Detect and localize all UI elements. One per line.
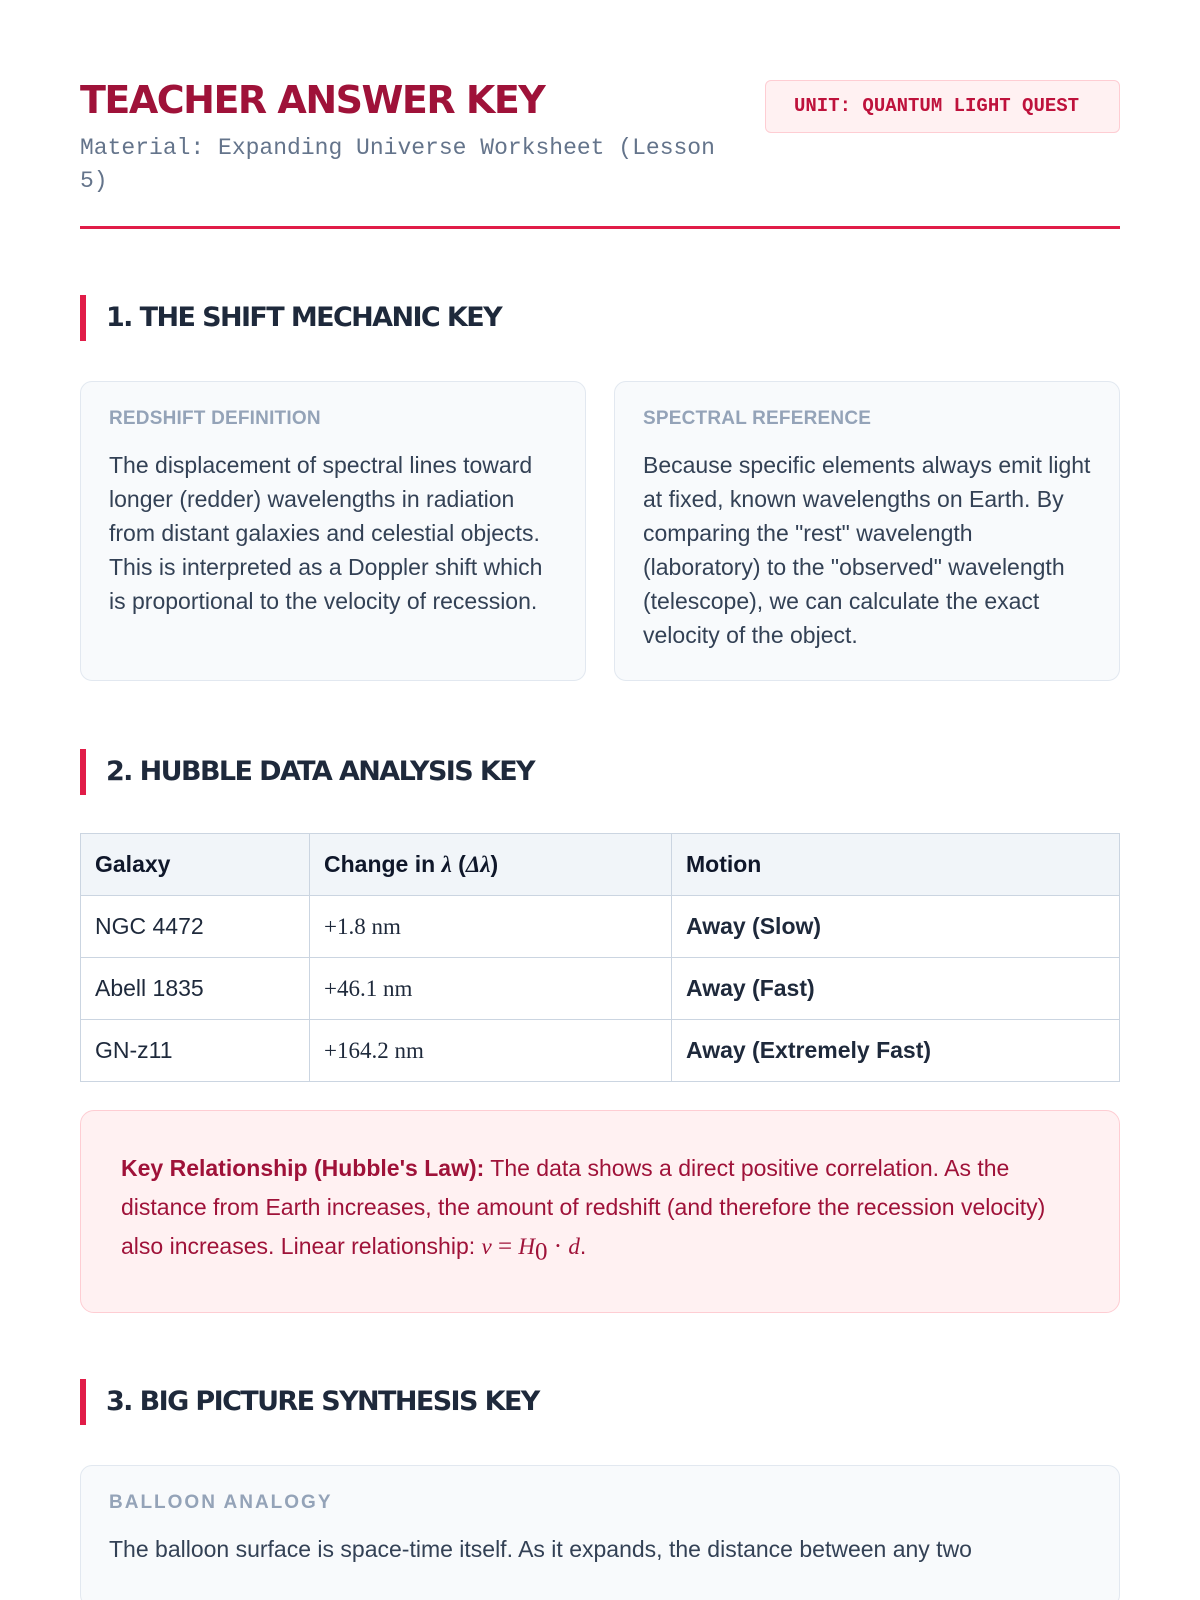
table-header-row <box>81 834 1120 896</box>
change-header-prefix: Change in <box>324 851 442 878</box>
table-row <box>81 1020 1120 1082</box>
callout-body: The data shows a direct positive correlation. As the distance from Earth increases, the amount of redshift (and therefore the recession velocity) also increases. Linear relationship: <box>121 1155 1046 1260</box>
column-header-motion: Motion <box>672 834 1120 896</box>
page-title: TEACHER ANSWER KEY <box>80 78 545 122</box>
wavelength-change-cell: +164.2 nm <box>310 1020 672 1082</box>
hubble-law-callout <box>80 1110 1120 1313</box>
wavelength-change-cell: +46.1 nm <box>310 958 672 1020</box>
wavelength-change-cell: +1.8 nm <box>310 896 672 958</box>
balloon-analogy-card <box>80 1465 1120 1600</box>
card-label: REDSHIFT DEFINITION <box>109 408 321 430</box>
card-text: The displacement of spectral lines toward longer (redder) wavelengths in radiation from distant galaxies and celestial objects. This is interpreted as a Doppler shift which is proportional to the velocity of recession. <box>109 452 543 615</box>
formula-distance: d <box>568 1234 580 1260</box>
card-label: BALLOON ANALOGY <box>109 1492 333 1514</box>
galaxy-cell: NGC 4472 <box>81 896 310 958</box>
galaxy-cell: GN-z11 <box>81 1020 310 1082</box>
lambda-symbol: λ <box>441 852 452 878</box>
callout-lead: Key Relationship (Hubble's Law): <box>121 1155 485 1182</box>
motion-cell: Away (Fast) <box>672 958 1120 1020</box>
material-subtitle: Material: Expanding Universe Worksheet (Lesson 5) <box>80 134 715 195</box>
formula-v: v <box>481 1234 492 1260</box>
formula-dot: · <box>547 1233 569 1261</box>
section-heading-big-picture: 3. BIG PICTURE SYNTHESIS KEY <box>80 1379 1120 1425</box>
column-header-change <box>310 834 672 896</box>
change-header-close: ) <box>490 851 499 878</box>
card-text: The balloon surface is space-time itself. As it expands, the distance between any two <box>109 1536 972 1563</box>
card-text: Because specific elements always emit light at fixed, known wavelengths on Earth. By comparing the "rest" wavelength (laboratory) to the "observed" wavelength (telescope), we can calculate the exact velocity of the object. <box>643 452 1091 649</box>
motion-cell: Away (Extremely Fast) <box>672 1020 1120 1082</box>
section-heading-hubble-data: 2. HUBBLE DATA ANALYSIS KEY <box>80 749 1120 795</box>
document-header <box>80 80 1120 229</box>
motion-cell: Away (Slow) <box>672 896 1120 958</box>
formula-equals: = <box>491 1233 519 1261</box>
hubble-data-table <box>80 833 1120 1082</box>
column-header-galaxy: Galaxy <box>81 834 310 896</box>
table-row <box>81 958 1120 1020</box>
section-heading-shift-mechanic: 1. THE SHIFT MECHANIC KEY <box>80 295 1120 341</box>
formula-subscript: 0 <box>535 1239 548 1267</box>
change-header-open: ( <box>451 851 466 878</box>
spectral-reference-card <box>614 381 1120 681</box>
galaxy-cell: Abell 1835 <box>81 958 310 1020</box>
unit-badge: UNIT: QUANTUM LIGHT QUEST <box>765 80 1120 133</box>
formula-hubble-constant: H <box>518 1234 535 1260</box>
formula-period: . <box>579 1233 587 1260</box>
header-titles <box>80 80 730 198</box>
definition-cards <box>80 381 1120 681</box>
redshift-definition-card <box>80 381 586 681</box>
card-label: SPECTRAL REFERENCE <box>643 408 872 430</box>
table-row <box>81 896 1120 958</box>
delta-lambda-symbol: Δλ <box>465 852 491 878</box>
